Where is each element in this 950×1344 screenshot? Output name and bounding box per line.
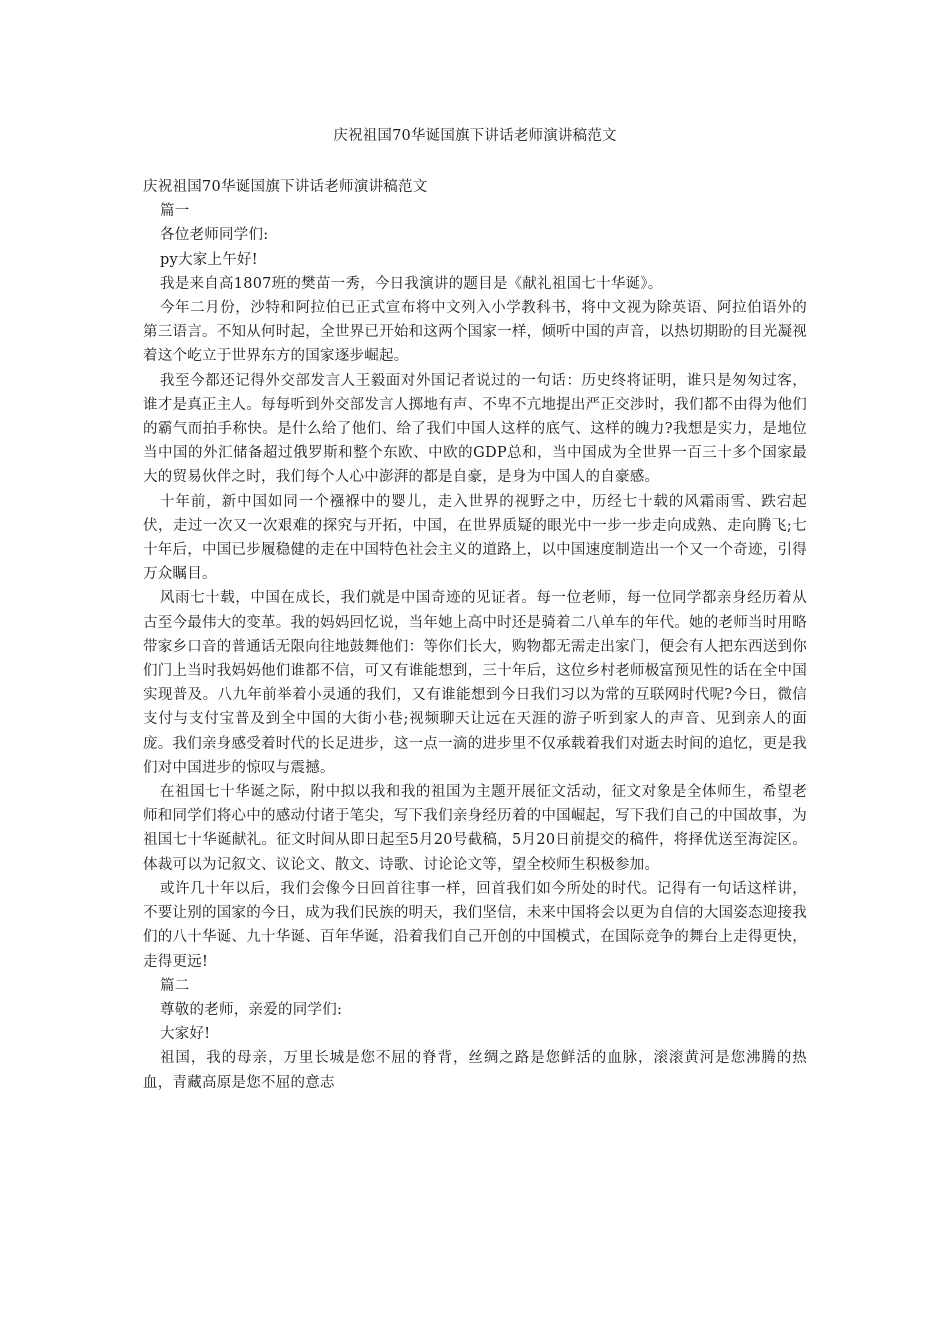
- paragraph: 今年二月份，沙特和阿拉伯已正式宣布将中文列入小学教科书，将中文视为除英语、阿拉伯语外的第三语言。不知从何时起，全世界已开始和这两个国家一样，倾听中国的声音，以热切期盼的目光凝视着这个屹立于世界东方的国家逐步崛起。: [143, 300, 807, 365]
- page-header-title: 庆祝祖国70华诞国旗下讲话老师演讲稿范文: [333, 128, 617, 144]
- salutation: 尊敬的老师，亲爱的同学们:: [160, 1001, 343, 1018]
- salutation: 各位老师同学们:: [160, 227, 269, 244]
- paragraph: 我是来自高1807班的樊苗一秀，今日我演讲的题目是《献礼祖国七十华诞》。: [160, 275, 663, 292]
- paragraph: 我至今都还记得外交部发言人王毅面对外国记者说过的一句话：历史终将证明，谁只是匆匆过客，谁才是真正主人。每每听到外交部发言人掷地有声、不卑不亢地提出严正交涉时，我们都不由得为他们的霸气而拍手称快。是什么给了他们、给了我们中国人这样的底气、这样的魄力?我想是实力，是地位当中国的外汇储备超过俄罗斯和整个东欧、中欧的GDP总和，当中国成为全世界一百三十多个国家最大的贸易伙伴之时，我们每个人心中澎湃的都是自豪，是身为中国人的自豪感。: [143, 372, 807, 486]
- paragraph: 在祖国七十华诞之际，附中拟以我和我的祖国为主题开展征文活动，征文对象是全体师生，希望老师和同学们将心中的感动付诸于笔尖，写下我们亲身经历着的中国崛起，写下我们自己的中国故事，为祖国七十华诞献礼。征文时间从即日起至5月20号截稿，5月20日前提交的稿件，将择优送至海淀区。体裁可以为记叙文、议论文、散文、诗歌、讨论论文等，望全校师生积极参加。: [143, 784, 807, 873]
- section-heading: 篇二: [160, 977, 190, 994]
- paragraph: 风雨七十载，中国在成长，我们就是中国奇迹的见证者。每一位老师，每一位同学都亲身经历着从古至今最伟大的变革。我的妈妈回忆说，当年她上高中时还是骑着二八单车的年代。她的老师当时用略带家乡口音的普通话无限向往地鼓舞他们：等你们长大，购物都无需走出家门，便会有人把东西送到你们门上当时我妈妈他们谁都不信，可又有谁能想到，三十年后，这位乡村老师极富预见性的话在全中国实现普及。八九年前举着小灵通的我们，又有谁能想到今日我们习以为常的互联网时代呢?今日，微信支付与支付宝普及到全中国的大街小巷;视频聊天让远在天涯的游子听到家人的声音、见到亲人的面庞。我们亲身感受着时代的长足进步，这一点一滴的进步里不仅承载着我们对逝去时间的追忆，更是我们对中国进步的惊叹与震撼。: [143, 590, 807, 776]
- document-body: [143, 175, 807, 1095]
- greeting: py大家上午好!: [160, 251, 258, 268]
- paragraph: 或许几十年以后，我们会像今日回首往事一样，回首我们如今所处的时代。记得有一句话这样讲，不要让别的国家的今日，成为我们民族的明天，我们坚信，未来中国将会以更为自信的大国姿态迎接我们的八十华诞、九十华诞、百年华诞，沿着我们自己开创的中国模式，在国际竞争的舞台上走得更快，走得更远!: [143, 880, 807, 970]
- greeting: 大家好!: [160, 1026, 211, 1043]
- paragraph: 祖国，我的母亲，万里长城是您不屈的脊背，丝绸之路是您鲜活的血脉，滚滚黄河是您沸腾的热血，青藏高原是您不屈的意志: [143, 1050, 807, 1091]
- document-title: 庆祝祖国70华诞国旗下讲话老师演讲稿范文: [143, 179, 428, 195]
- paragraph: 十年前，新中国如同一个襁褓中的婴儿，走入世界的视野之中，历经七十载的风霜雨雪、跌宕起伏，走过一次又一次艰难的探究与开拓，中国，在世界质疑的眼光中一步一步走向成熟、走向腾飞;七十年后，中国已步履稳健的走在中国特色社会主义的道路上，以中国速度制造出一个又一个奇迹，引得万众瞩目。: [143, 493, 807, 583]
- section-heading: 篇一: [160, 203, 190, 220]
